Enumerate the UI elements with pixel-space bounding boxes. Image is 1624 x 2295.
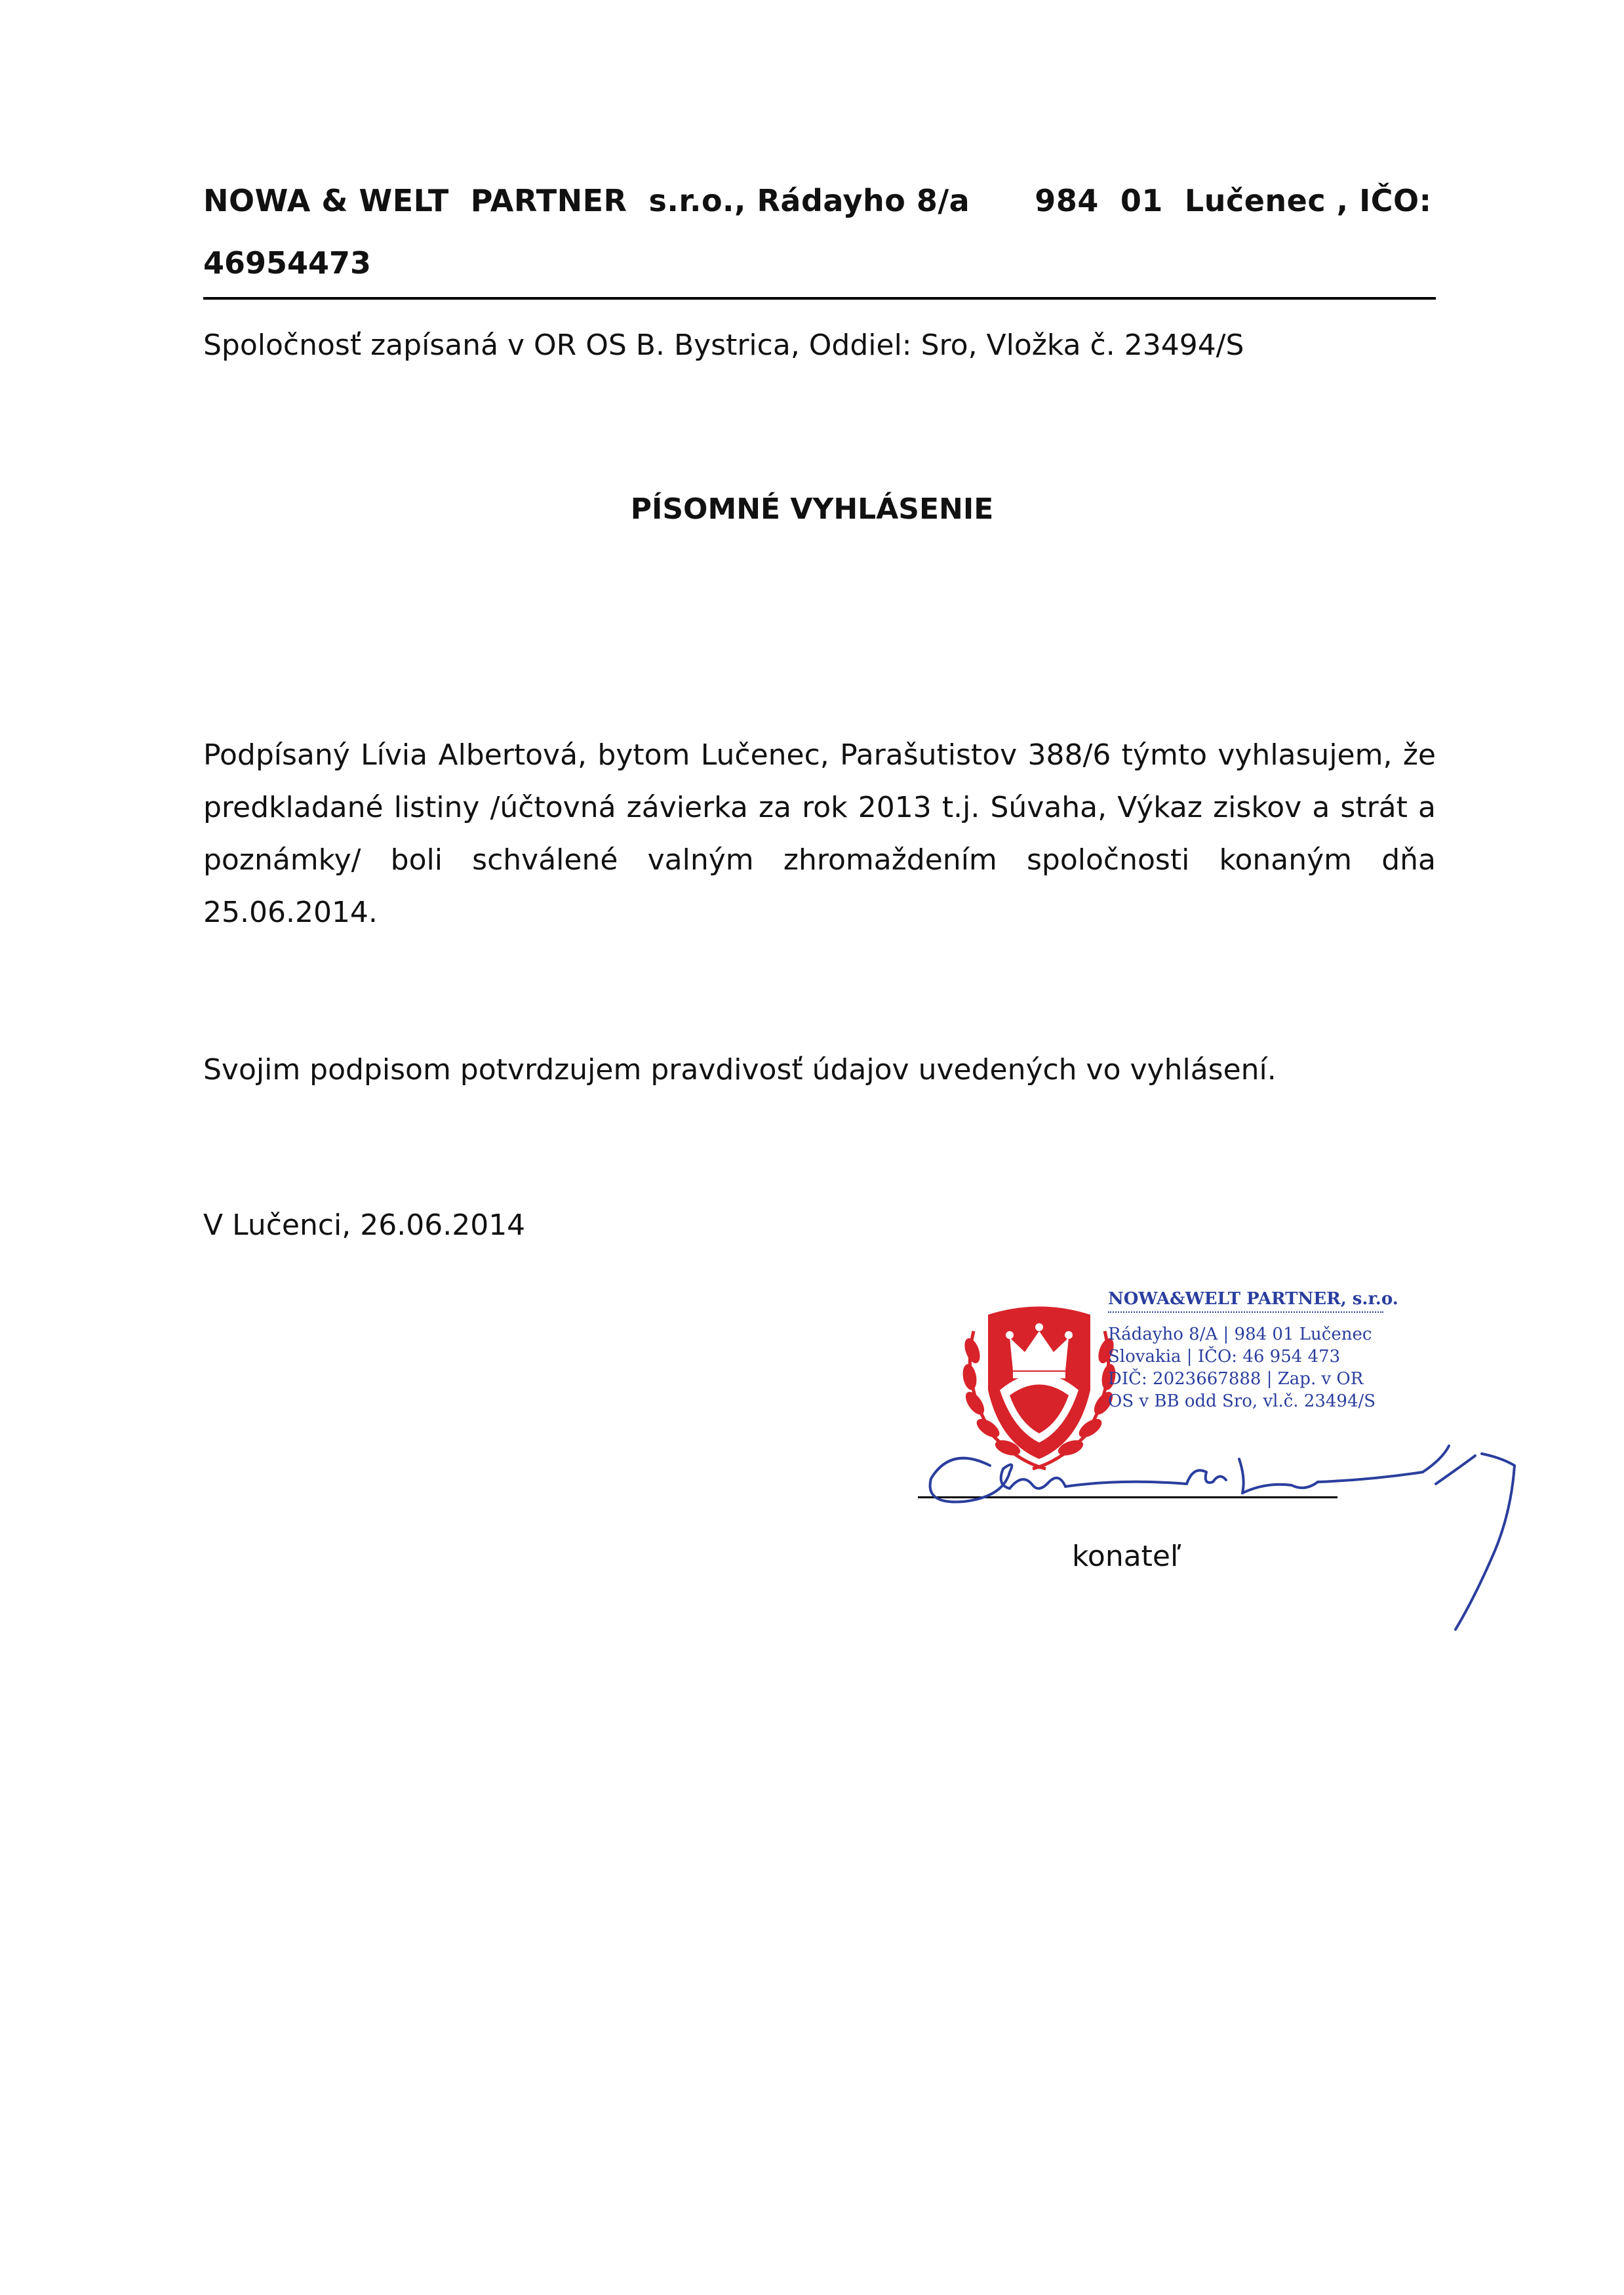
place-and-date: V Lučenci, 26.06.2014 bbox=[203, 1208, 526, 1242]
signatory-role: konateľ bbox=[1072, 1540, 1181, 1573]
stamp-address: Rádayho 8/A | 984 01 Lučenec bbox=[1108, 1325, 1372, 1344]
document-title: PÍSOMNÉ VYHLÁSENIE bbox=[630, 492, 994, 526]
company-id-number: 46954473 bbox=[203, 245, 372, 281]
registration-info: Spoločnosť zapísaná v OR OS B. Bystrica, Oddiel: Sro, Vložka č. 23494/S bbox=[203, 329, 1244, 362]
stamp-registration: OS v BB odd Sro, vl.č. 23494/S bbox=[1108, 1391, 1376, 1411]
company-header: NOWA & WELT PARTNER s.r.o., Rádayho 8/a 984 01 Lučenec , IČO: bbox=[203, 183, 1432, 218]
stamp-divider bbox=[1108, 1311, 1383, 1313]
stamp-country-ico: Slovakia | IČO: 46 954 473 bbox=[1108, 1347, 1341, 1367]
confirmation-statement: Svojim podpisom potvrdzujem pravdivosť údajov uvedených vo vyhlásení. bbox=[203, 1053, 1277, 1087]
declaration-paragraph: Podpísaný Lívia Albertová, bytom Lučenec, Parašutistov 388/6 týmto vyhlasujem, že predkladané listiny /účtovná závierka za rok 2013 t.j. Súvaha, Výkaz ziskov a strát a poznámky/ boli schválené valným zhromaždením spoločnosti konaným dňa 25.06.2014. bbox=[203, 738, 1436, 929]
header-divider bbox=[203, 297, 1436, 300]
stamp-company-name: NOWA&WELT PARTNER, s.r.o. bbox=[1108, 1289, 1398, 1309]
handwritten-signature bbox=[911, 1420, 1541, 1649]
stamp-dic: DIČ: 2023667888 | Zap. v OR bbox=[1108, 1369, 1364, 1389]
